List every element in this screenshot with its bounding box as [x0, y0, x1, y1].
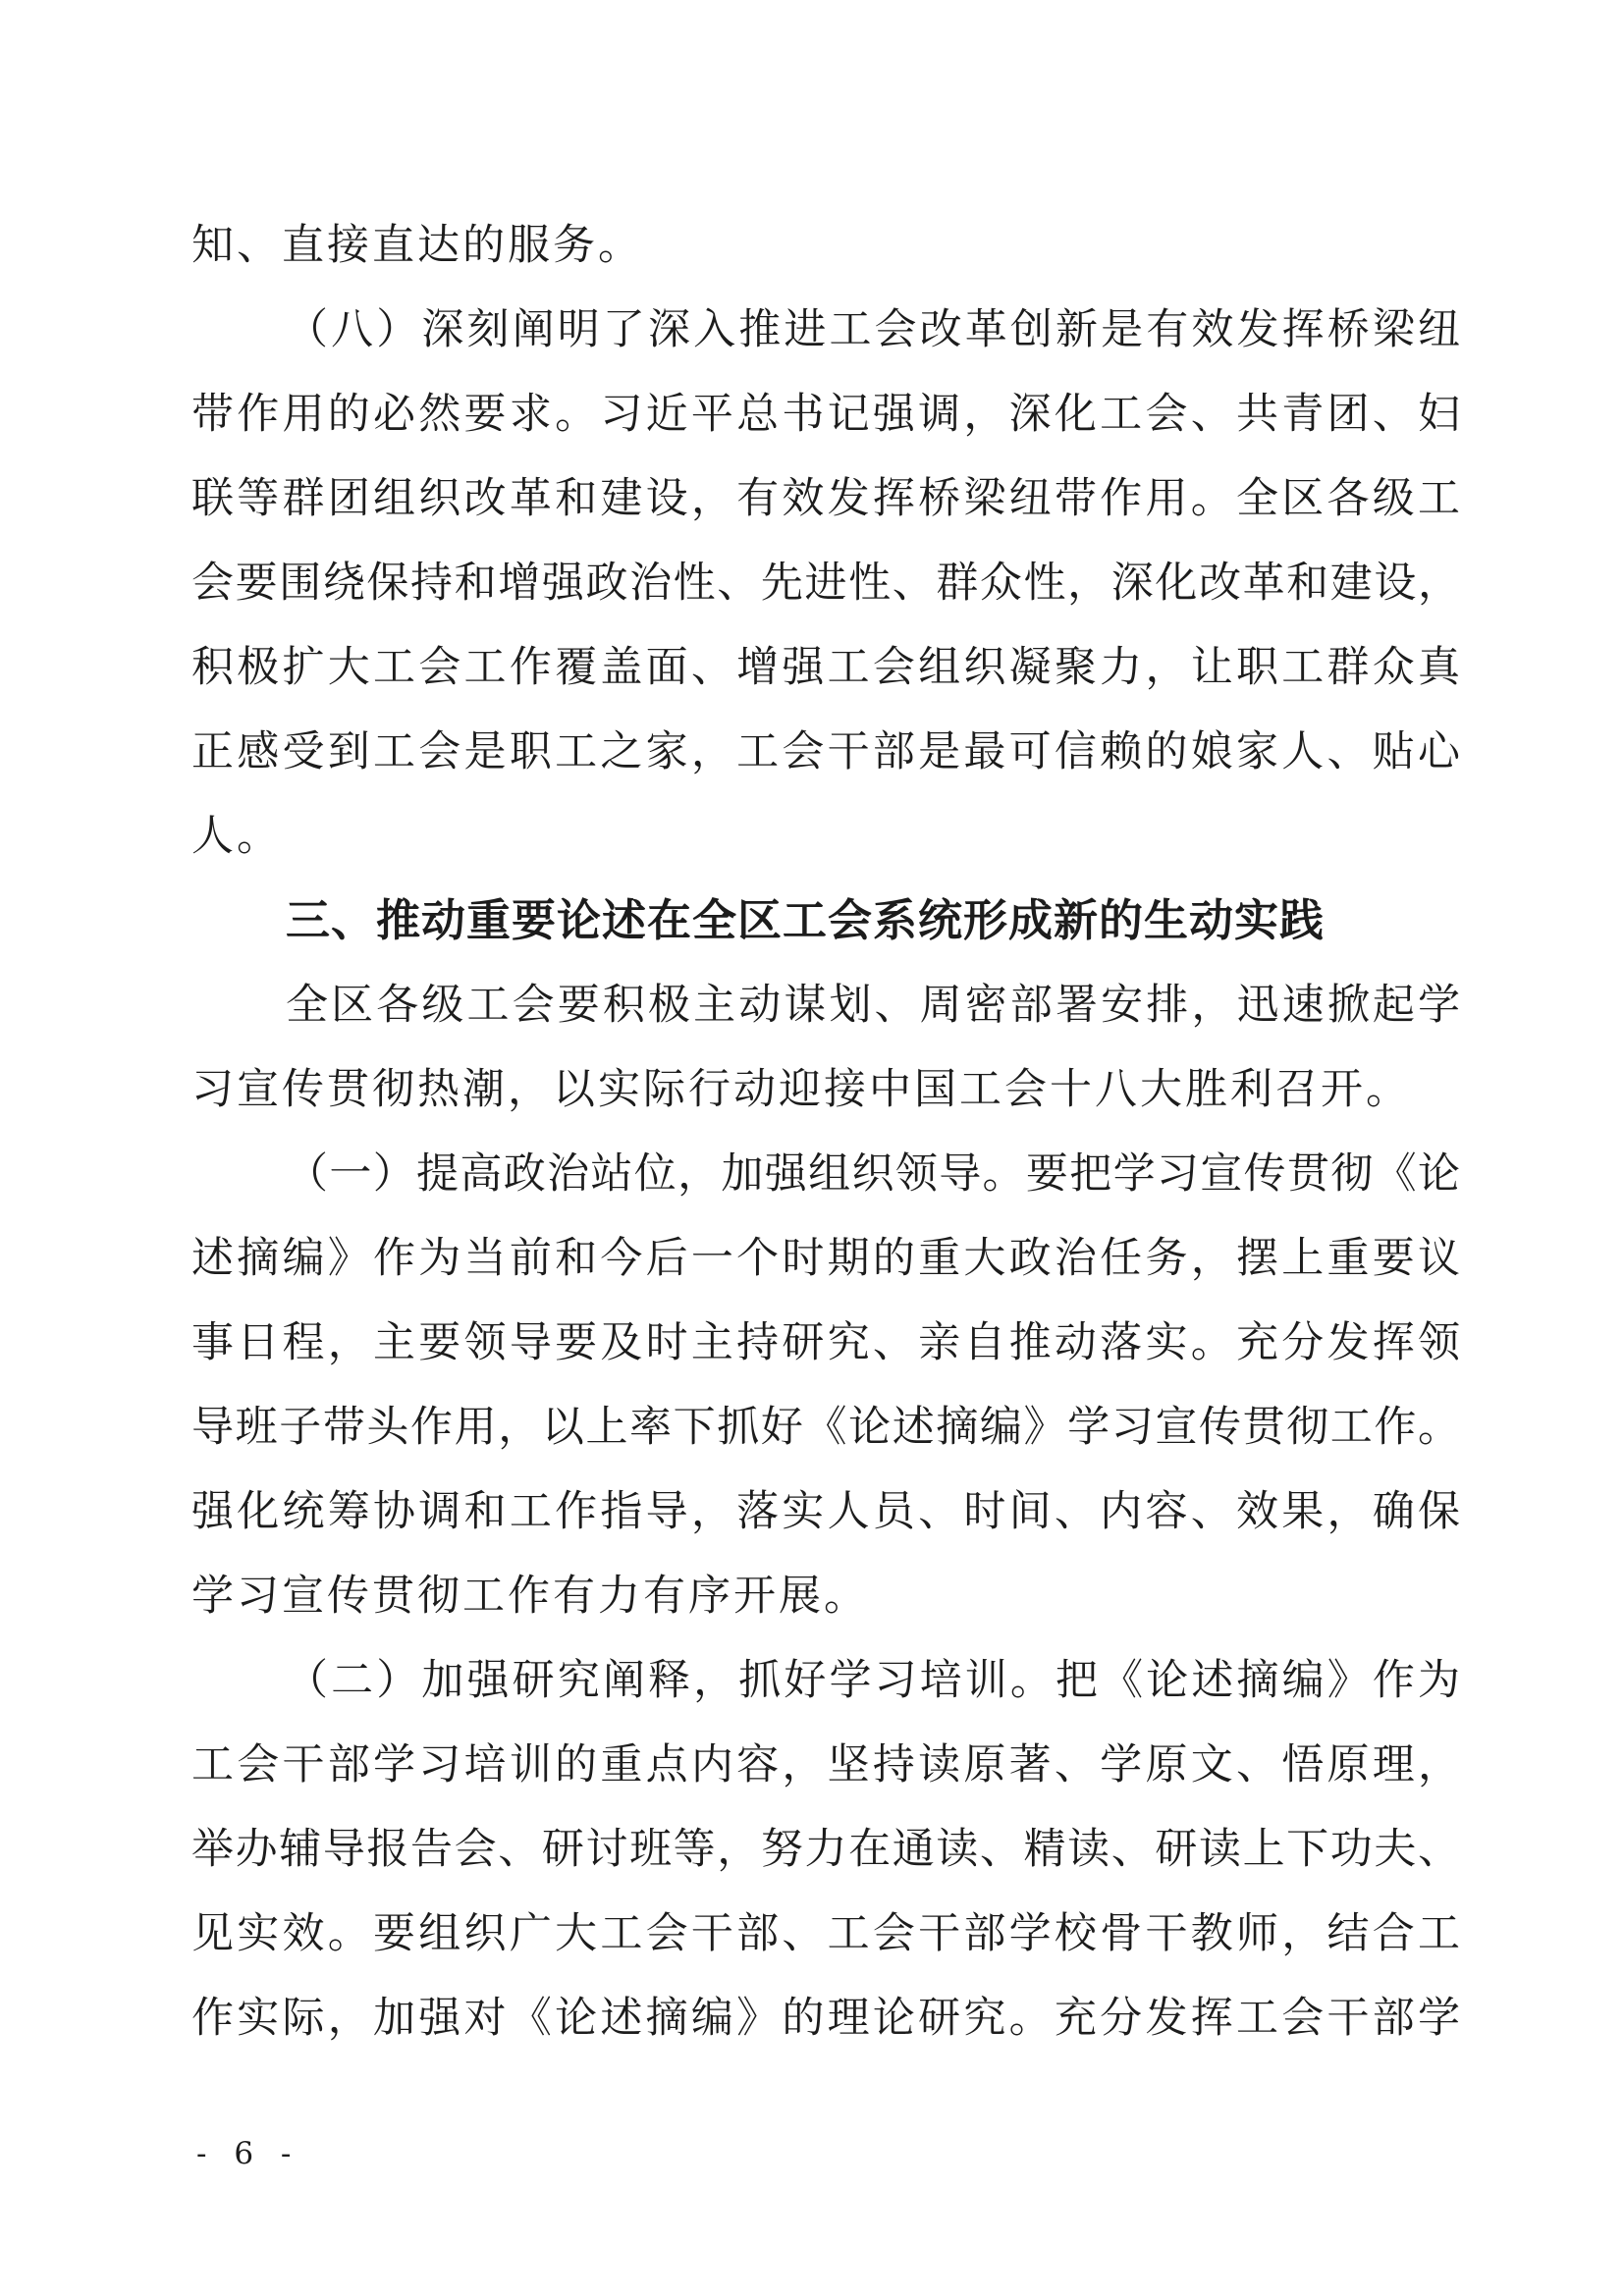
text-line: 述摘编》作为当前和今后一个时期的重大政治任务，摆上重要议 — [191, 1234, 1460, 1283]
text-line: 见实效。要组织广大工会干部、工会干部学校骨干教师，结合工 — [191, 1909, 1460, 1958]
section-heading: 三、推动重要论述在全区工会系统形成新的生动实践 — [286, 894, 1326, 946]
text-line: 全区各级工会要积极主动谋划、周密部署安排，迅速掀起学 — [286, 981, 1460, 1030]
text-line: （八）深刻阐明了深入推进工会改革创新是有效发挥桥梁纽 — [286, 305, 1460, 354]
page-number: - 6 - — [196, 2136, 300, 2171]
text-line: 人。 — [191, 812, 282, 861]
text-line: 强化统筹协调和工作指导，落实人员、时间、内容、效果，确保 — [191, 1487, 1460, 1536]
text-line: 联等群团组织改革和建设，有效发挥桥梁纽带作用。全区各级工 — [191, 474, 1460, 523]
text-line: 习宣传贯彻热潮，以实际行动迎接中国工会十八大胜利召开。 — [191, 1065, 1411, 1114]
document-text-block — [191, 203, 1460, 2060]
text-line: 事日程，主要领导要及时主持研究、亲自推动落实。充分发挥领 — [191, 1318, 1460, 1367]
text-line: 举办辅导报告会、研讨班等，努力在通读、精读、研读上下功夫、 — [191, 1825, 1460, 1874]
text-line: 正感受到工会是职工之家，工会干部是最可信赖的娘家人、贴心 — [191, 727, 1460, 776]
text-line: 导班子带头作用，以上率下抓好《论述摘编》学习宣传贯彻工作。 — [191, 1403, 1460, 1452]
text-line: 作实际，加强对《论述摘编》的理论研究。充分发挥工会干部学 — [191, 1994, 1460, 2043]
text-line: 工会干部学习培训的重点内容，坚持读原著、学原文、悟原理， — [191, 1740, 1460, 1789]
text-line: 带作用的必然要求。习近平总书记强调，深化工会、共青团、妇 — [191, 390, 1460, 439]
text-line: 知、直接直达的服务。 — [191, 221, 643, 270]
text-line: 学习宣传贯彻工作有力有序开展。 — [191, 1572, 869, 1621]
text-line: （一）提高政治站位，加强组织领导。要把学习宣传贯彻《论 — [286, 1149, 1460, 1199]
text-line: 会要围绕保持和增强政治性、先进性、群众性，深化改革和建设， — [191, 559, 1460, 608]
text-line: （二）加强研究阐释，抓好学习培训。把《论述摘编》作为 — [286, 1656, 1460, 1705]
text-line: 积极扩大工会工作覆盖面、增强工会组织凝聚力，让职工群众真 — [191, 643, 1460, 692]
